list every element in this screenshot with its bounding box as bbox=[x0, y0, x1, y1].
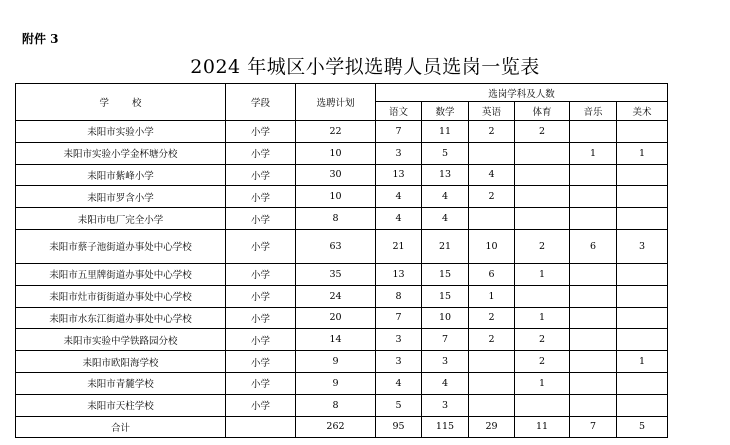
cell-math: 15 bbox=[422, 285, 469, 307]
cell-stage: 小学 bbox=[226, 186, 296, 208]
total-music: 7 bbox=[570, 416, 617, 438]
cell-stage: 小学 bbox=[226, 164, 296, 186]
cell-school: 耒阳市天柱学校 bbox=[16, 394, 226, 416]
cell-chinese: 4 bbox=[376, 186, 422, 208]
cell-math: 3 bbox=[422, 394, 469, 416]
cell-stage: 小学 bbox=[226, 208, 296, 230]
cell-math: 4 bbox=[422, 186, 469, 208]
annex-label: 附件 3 bbox=[22, 32, 59, 46]
cell-music: 1 bbox=[570, 142, 617, 164]
cell-music: 6 bbox=[570, 229, 617, 263]
cell-pe: 2 bbox=[515, 229, 570, 263]
cell-music bbox=[570, 285, 617, 307]
table-row bbox=[16, 186, 668, 208]
total-label: 合计 bbox=[16, 416, 226, 438]
cell-art bbox=[617, 186, 668, 208]
total-art: 5 bbox=[617, 416, 668, 438]
total-stage bbox=[226, 416, 296, 438]
cell-math: 13 bbox=[422, 164, 469, 186]
cell-art bbox=[617, 263, 668, 285]
cell-plan: 22 bbox=[296, 121, 376, 143]
cell-school: 耒阳市罗含小学 bbox=[16, 186, 226, 208]
total-chinese: 95 bbox=[376, 416, 422, 438]
cell-plan: 9 bbox=[296, 372, 376, 394]
cell-music bbox=[570, 394, 617, 416]
cell-plan: 10 bbox=[296, 186, 376, 208]
cell-stage: 小学 bbox=[226, 229, 296, 263]
cell-music bbox=[570, 372, 617, 394]
cell-music bbox=[570, 186, 617, 208]
cell-chinese: 13 bbox=[376, 263, 422, 285]
header-subject-pe: 体育 bbox=[515, 102, 570, 121]
cell-art bbox=[617, 208, 668, 230]
cell-art: 3 bbox=[617, 229, 668, 263]
table-row bbox=[16, 208, 668, 230]
header-subject-art: 美术 bbox=[617, 102, 668, 121]
cell-stage: 小学 bbox=[226, 351, 296, 373]
cell-pe bbox=[515, 208, 570, 230]
cell-english: 6 bbox=[469, 263, 515, 285]
cell-music bbox=[570, 121, 617, 143]
cell-plan: 35 bbox=[296, 263, 376, 285]
table-row bbox=[16, 372, 668, 394]
total-pe: 11 bbox=[515, 416, 570, 438]
table-row bbox=[16, 229, 668, 263]
cell-music bbox=[570, 307, 617, 329]
cell-pe bbox=[515, 186, 570, 208]
cell-art bbox=[617, 329, 668, 351]
cell-school: 耒阳市蔡子池街道办事处中心学校 bbox=[16, 229, 226, 263]
cell-english: 2 bbox=[469, 307, 515, 329]
total-plan: 262 bbox=[296, 416, 376, 438]
cell-english: 10 bbox=[469, 229, 515, 263]
cell-music bbox=[570, 329, 617, 351]
header-subject-music: 音乐 bbox=[570, 102, 617, 121]
cell-art bbox=[617, 121, 668, 143]
cell-school: 耒阳市青麓学校 bbox=[16, 372, 226, 394]
table-row bbox=[16, 121, 668, 143]
cell-chinese: 3 bbox=[376, 142, 422, 164]
cell-pe: 1 bbox=[515, 307, 570, 329]
header-plan: 选聘计划 bbox=[296, 84, 376, 121]
total-english: 29 bbox=[469, 416, 515, 438]
cell-stage: 小学 bbox=[226, 263, 296, 285]
cell-school: 耒阳市紫峰小学 bbox=[16, 164, 226, 186]
cell-english: 4 bbox=[469, 164, 515, 186]
cell-math: 4 bbox=[422, 208, 469, 230]
cell-math: 21 bbox=[422, 229, 469, 263]
cell-english bbox=[469, 372, 515, 394]
cell-english bbox=[469, 351, 515, 373]
cell-english bbox=[469, 142, 515, 164]
cell-math: 5 bbox=[422, 142, 469, 164]
cell-pe bbox=[515, 142, 570, 164]
cell-chinese: 13 bbox=[376, 164, 422, 186]
cell-art: 1 bbox=[617, 351, 668, 373]
table-row bbox=[16, 142, 668, 164]
cell-english bbox=[469, 208, 515, 230]
cell-math: 15 bbox=[422, 263, 469, 285]
cell-pe: 1 bbox=[515, 372, 570, 394]
recruitment-table bbox=[15, 83, 668, 438]
cell-music bbox=[570, 263, 617, 285]
cell-art bbox=[617, 307, 668, 329]
cell-plan: 8 bbox=[296, 394, 376, 416]
cell-english: 2 bbox=[469, 186, 515, 208]
cell-art bbox=[617, 285, 668, 307]
header-subject-chinese: 语文 bbox=[376, 102, 422, 121]
cell-chinese: 7 bbox=[376, 121, 422, 143]
cell-math: 11 bbox=[422, 121, 469, 143]
cell-plan: 14 bbox=[296, 329, 376, 351]
cell-math: 7 bbox=[422, 329, 469, 351]
cell-pe bbox=[515, 285, 570, 307]
cell-school: 耒阳市实验小学金杯塘分校 bbox=[16, 142, 226, 164]
cell-pe bbox=[515, 394, 570, 416]
cell-plan: 20 bbox=[296, 307, 376, 329]
cell-school: 耒阳市五里牌街道办事处中心学校 bbox=[16, 263, 226, 285]
cell-stage: 小学 bbox=[226, 285, 296, 307]
cell-plan: 10 bbox=[296, 142, 376, 164]
header-subject-math: 数学 bbox=[422, 102, 469, 121]
table-row bbox=[16, 351, 668, 373]
total-row bbox=[16, 416, 668, 438]
cell-chinese: 8 bbox=[376, 285, 422, 307]
cell-math: 3 bbox=[422, 351, 469, 373]
cell-art bbox=[617, 372, 668, 394]
cell-chinese: 4 bbox=[376, 372, 422, 394]
cell-pe: 2 bbox=[515, 329, 570, 351]
cell-chinese: 3 bbox=[376, 351, 422, 373]
header-school: 学 校 bbox=[16, 84, 226, 121]
cell-art bbox=[617, 164, 668, 186]
cell-chinese: 5 bbox=[376, 394, 422, 416]
cell-music bbox=[570, 164, 617, 186]
cell-plan: 9 bbox=[296, 351, 376, 373]
cell-art bbox=[617, 394, 668, 416]
table-row bbox=[16, 394, 668, 416]
cell-stage: 小学 bbox=[226, 142, 296, 164]
header-stage: 学段 bbox=[226, 84, 296, 121]
cell-stage: 小学 bbox=[226, 394, 296, 416]
cell-english bbox=[469, 394, 515, 416]
cell-chinese: 3 bbox=[376, 329, 422, 351]
cell-stage: 小学 bbox=[226, 307, 296, 329]
table-row bbox=[16, 307, 668, 329]
cell-english: 1 bbox=[469, 285, 515, 307]
cell-plan: 63 bbox=[296, 229, 376, 263]
cell-math: 4 bbox=[422, 372, 469, 394]
header-subjects-group: 选岗学科及人数 bbox=[376, 84, 668, 102]
cell-pe: 2 bbox=[515, 121, 570, 143]
cell-stage: 小学 bbox=[226, 329, 296, 351]
cell-school: 耒阳市电厂完全小学 bbox=[16, 208, 226, 230]
table-row bbox=[16, 285, 668, 307]
cell-pe: 1 bbox=[515, 263, 570, 285]
table-row bbox=[16, 263, 668, 285]
cell-chinese: 4 bbox=[376, 208, 422, 230]
cell-chinese: 21 bbox=[376, 229, 422, 263]
cell-music bbox=[570, 208, 617, 230]
cell-english: 2 bbox=[469, 329, 515, 351]
cell-school: 耒阳市实验小学 bbox=[16, 121, 226, 143]
cell-school: 耒阳市灶市街街道办事处中心学校 bbox=[16, 285, 226, 307]
cell-school: 耒阳市欧阳海学校 bbox=[16, 351, 226, 373]
table-row bbox=[16, 329, 668, 351]
cell-pe: 2 bbox=[515, 351, 570, 373]
cell-plan: 24 bbox=[296, 285, 376, 307]
cell-art: 1 bbox=[617, 142, 668, 164]
cell-stage: 小学 bbox=[226, 372, 296, 394]
cell-pe bbox=[515, 164, 570, 186]
cell-music bbox=[570, 351, 617, 373]
cell-school: 耒阳市实验中学铁路园分校 bbox=[16, 329, 226, 351]
total-math: 115 bbox=[422, 416, 469, 438]
cell-chinese: 7 bbox=[376, 307, 422, 329]
header-subject-english: 英语 bbox=[469, 102, 515, 121]
cell-plan: 8 bbox=[296, 208, 376, 230]
page-title: 2024 年城区小学拟选聘人员选岗一览表 bbox=[190, 56, 540, 78]
cell-plan: 30 bbox=[296, 164, 376, 186]
cell-school: 耒阳市水东江街道办事处中心学校 bbox=[16, 307, 226, 329]
cell-stage: 小学 bbox=[226, 121, 296, 143]
cell-math: 10 bbox=[422, 307, 469, 329]
cell-english: 2 bbox=[469, 121, 515, 143]
table-row bbox=[16, 164, 668, 186]
